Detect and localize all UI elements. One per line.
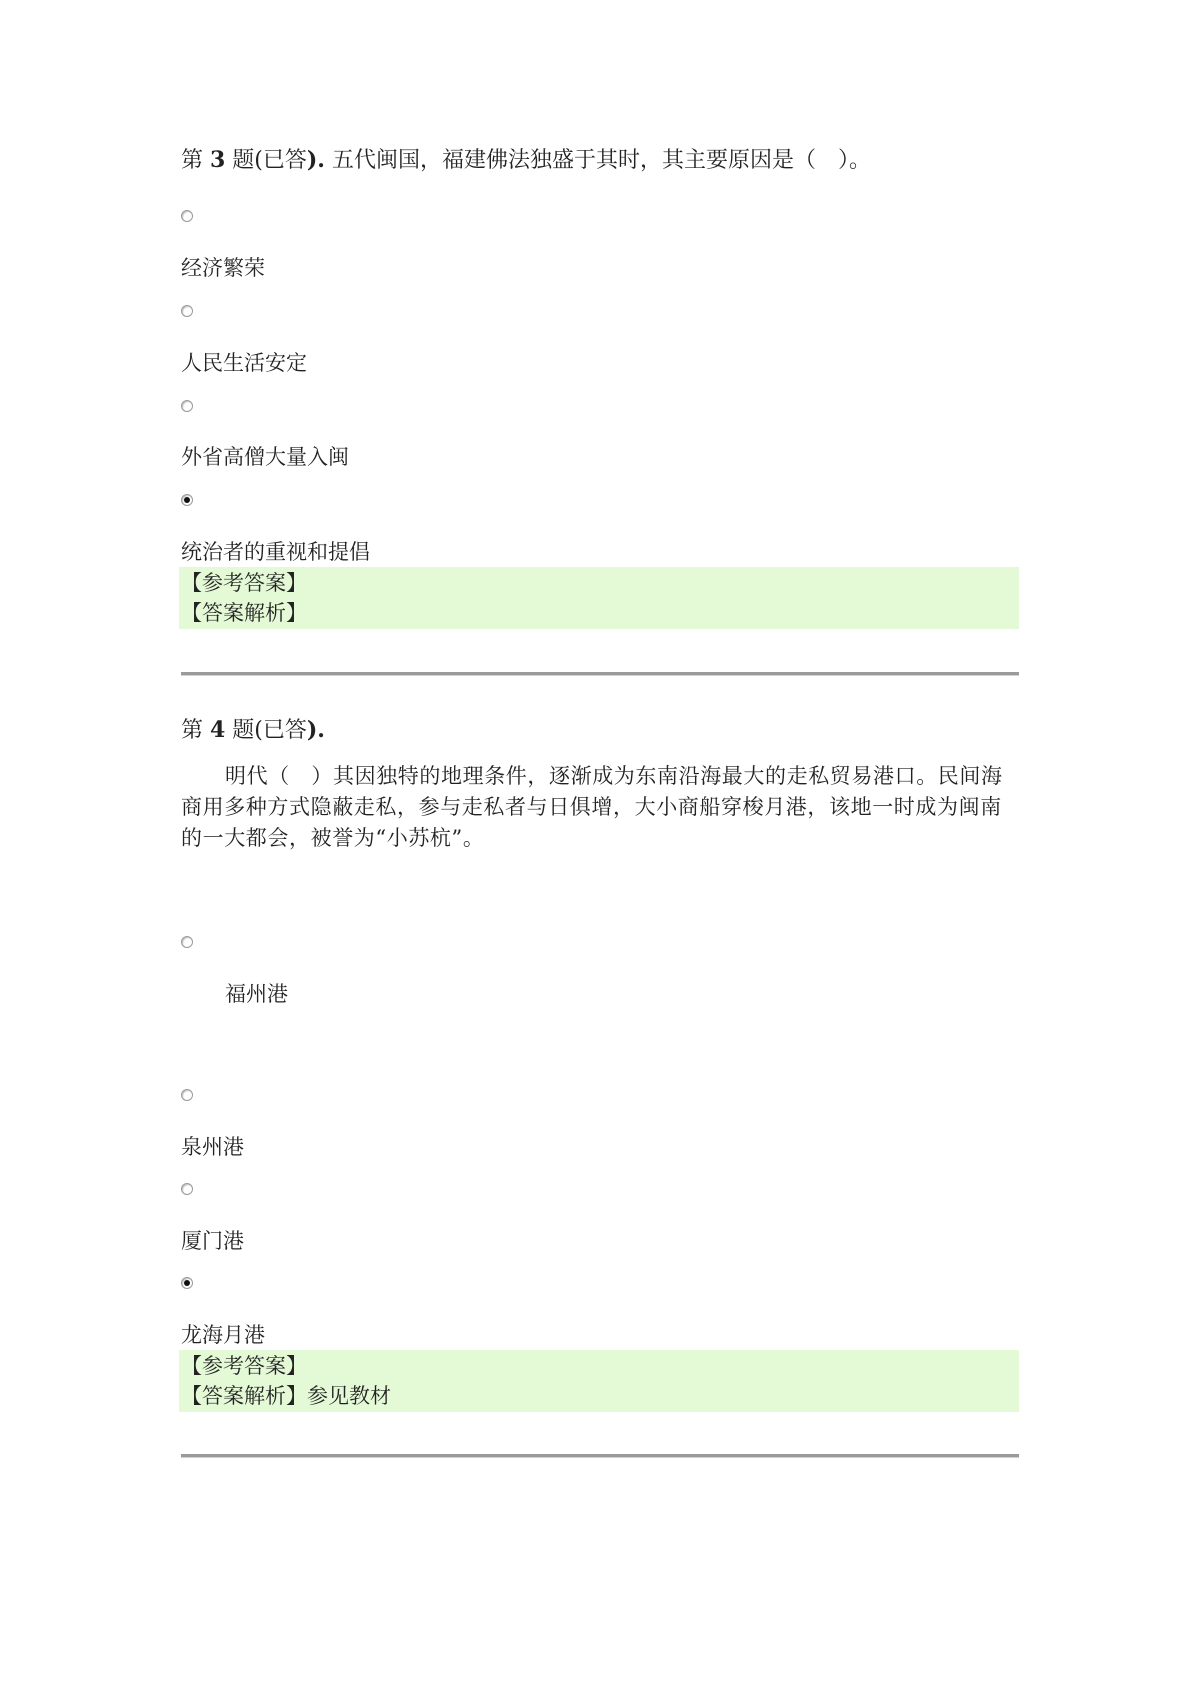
question-divider bbox=[181, 672, 1019, 676]
q3-option-1-label: 经济繁荣 bbox=[181, 256, 265, 280]
q4-option-1-radio[interactable] bbox=[181, 936, 193, 948]
q3-option-3-label: 外省高僧大量入闽 bbox=[181, 445, 349, 469]
q3-option-4-label: 统治者的重视和提倡 bbox=[181, 540, 370, 564]
question-number: 3 bbox=[210, 147, 226, 173]
question-number: 4 bbox=[210, 717, 226, 743]
q3-option-1-radio[interactable] bbox=[181, 210, 193, 222]
q4-option-4-label: 龙海月港 bbox=[181, 1323, 265, 1347]
q4-option-4-radio[interactable] bbox=[181, 1277, 193, 1289]
answer-analysis: 【答案解析】 bbox=[181, 601, 307, 625]
answer-analysis: 【答案解析】参见教材 bbox=[181, 1384, 391, 1408]
q4-option-3-label: 厦门港 bbox=[181, 1229, 244, 1253]
question-4-stem: 明代（ ）其因独特的地理条件，逐渐成为东南沿海最大的走私贸易港口。民间海商用多种方式隐蔽走私，参与走私者与日俱增，大小商船穿梭月港，该地一时成为闽南的一大都会，被誉为“小苏杭”。 bbox=[181, 764, 1003, 850]
reference-answer: 【参考答案】 bbox=[181, 1354, 307, 1378]
question-text: 五代闽国，福建佛法独盛于其时，其主要原因是（ ）。 bbox=[324, 148, 871, 173]
q3-option-3-radio[interactable] bbox=[181, 400, 193, 412]
q4-option-2-label: 泉州港 bbox=[181, 1135, 244, 1159]
q4-option-2-radio[interactable] bbox=[181, 1089, 193, 1101]
q3-option-2-radio[interactable] bbox=[181, 305, 193, 317]
question-3-title: 第 3 题(已答). 五代闽国，福建佛法独盛于其时，其主要原因是（ ）。 bbox=[181, 147, 871, 173]
question-4-title: 第 4 题(已答). bbox=[181, 717, 325, 743]
q4-option-3-radio[interactable] bbox=[181, 1183, 193, 1195]
q3-answer-box bbox=[179, 567, 1019, 629]
reference-answer: 【参考答案】 bbox=[181, 571, 307, 595]
q4-answer-box bbox=[179, 1350, 1019, 1412]
q3-option-4-radio[interactable] bbox=[181, 494, 193, 506]
q3-option-2-label: 人民生活安定 bbox=[181, 351, 307, 375]
question-divider bbox=[181, 1454, 1019, 1458]
q4-option-1-label: 福州港 bbox=[225, 982, 288, 1006]
